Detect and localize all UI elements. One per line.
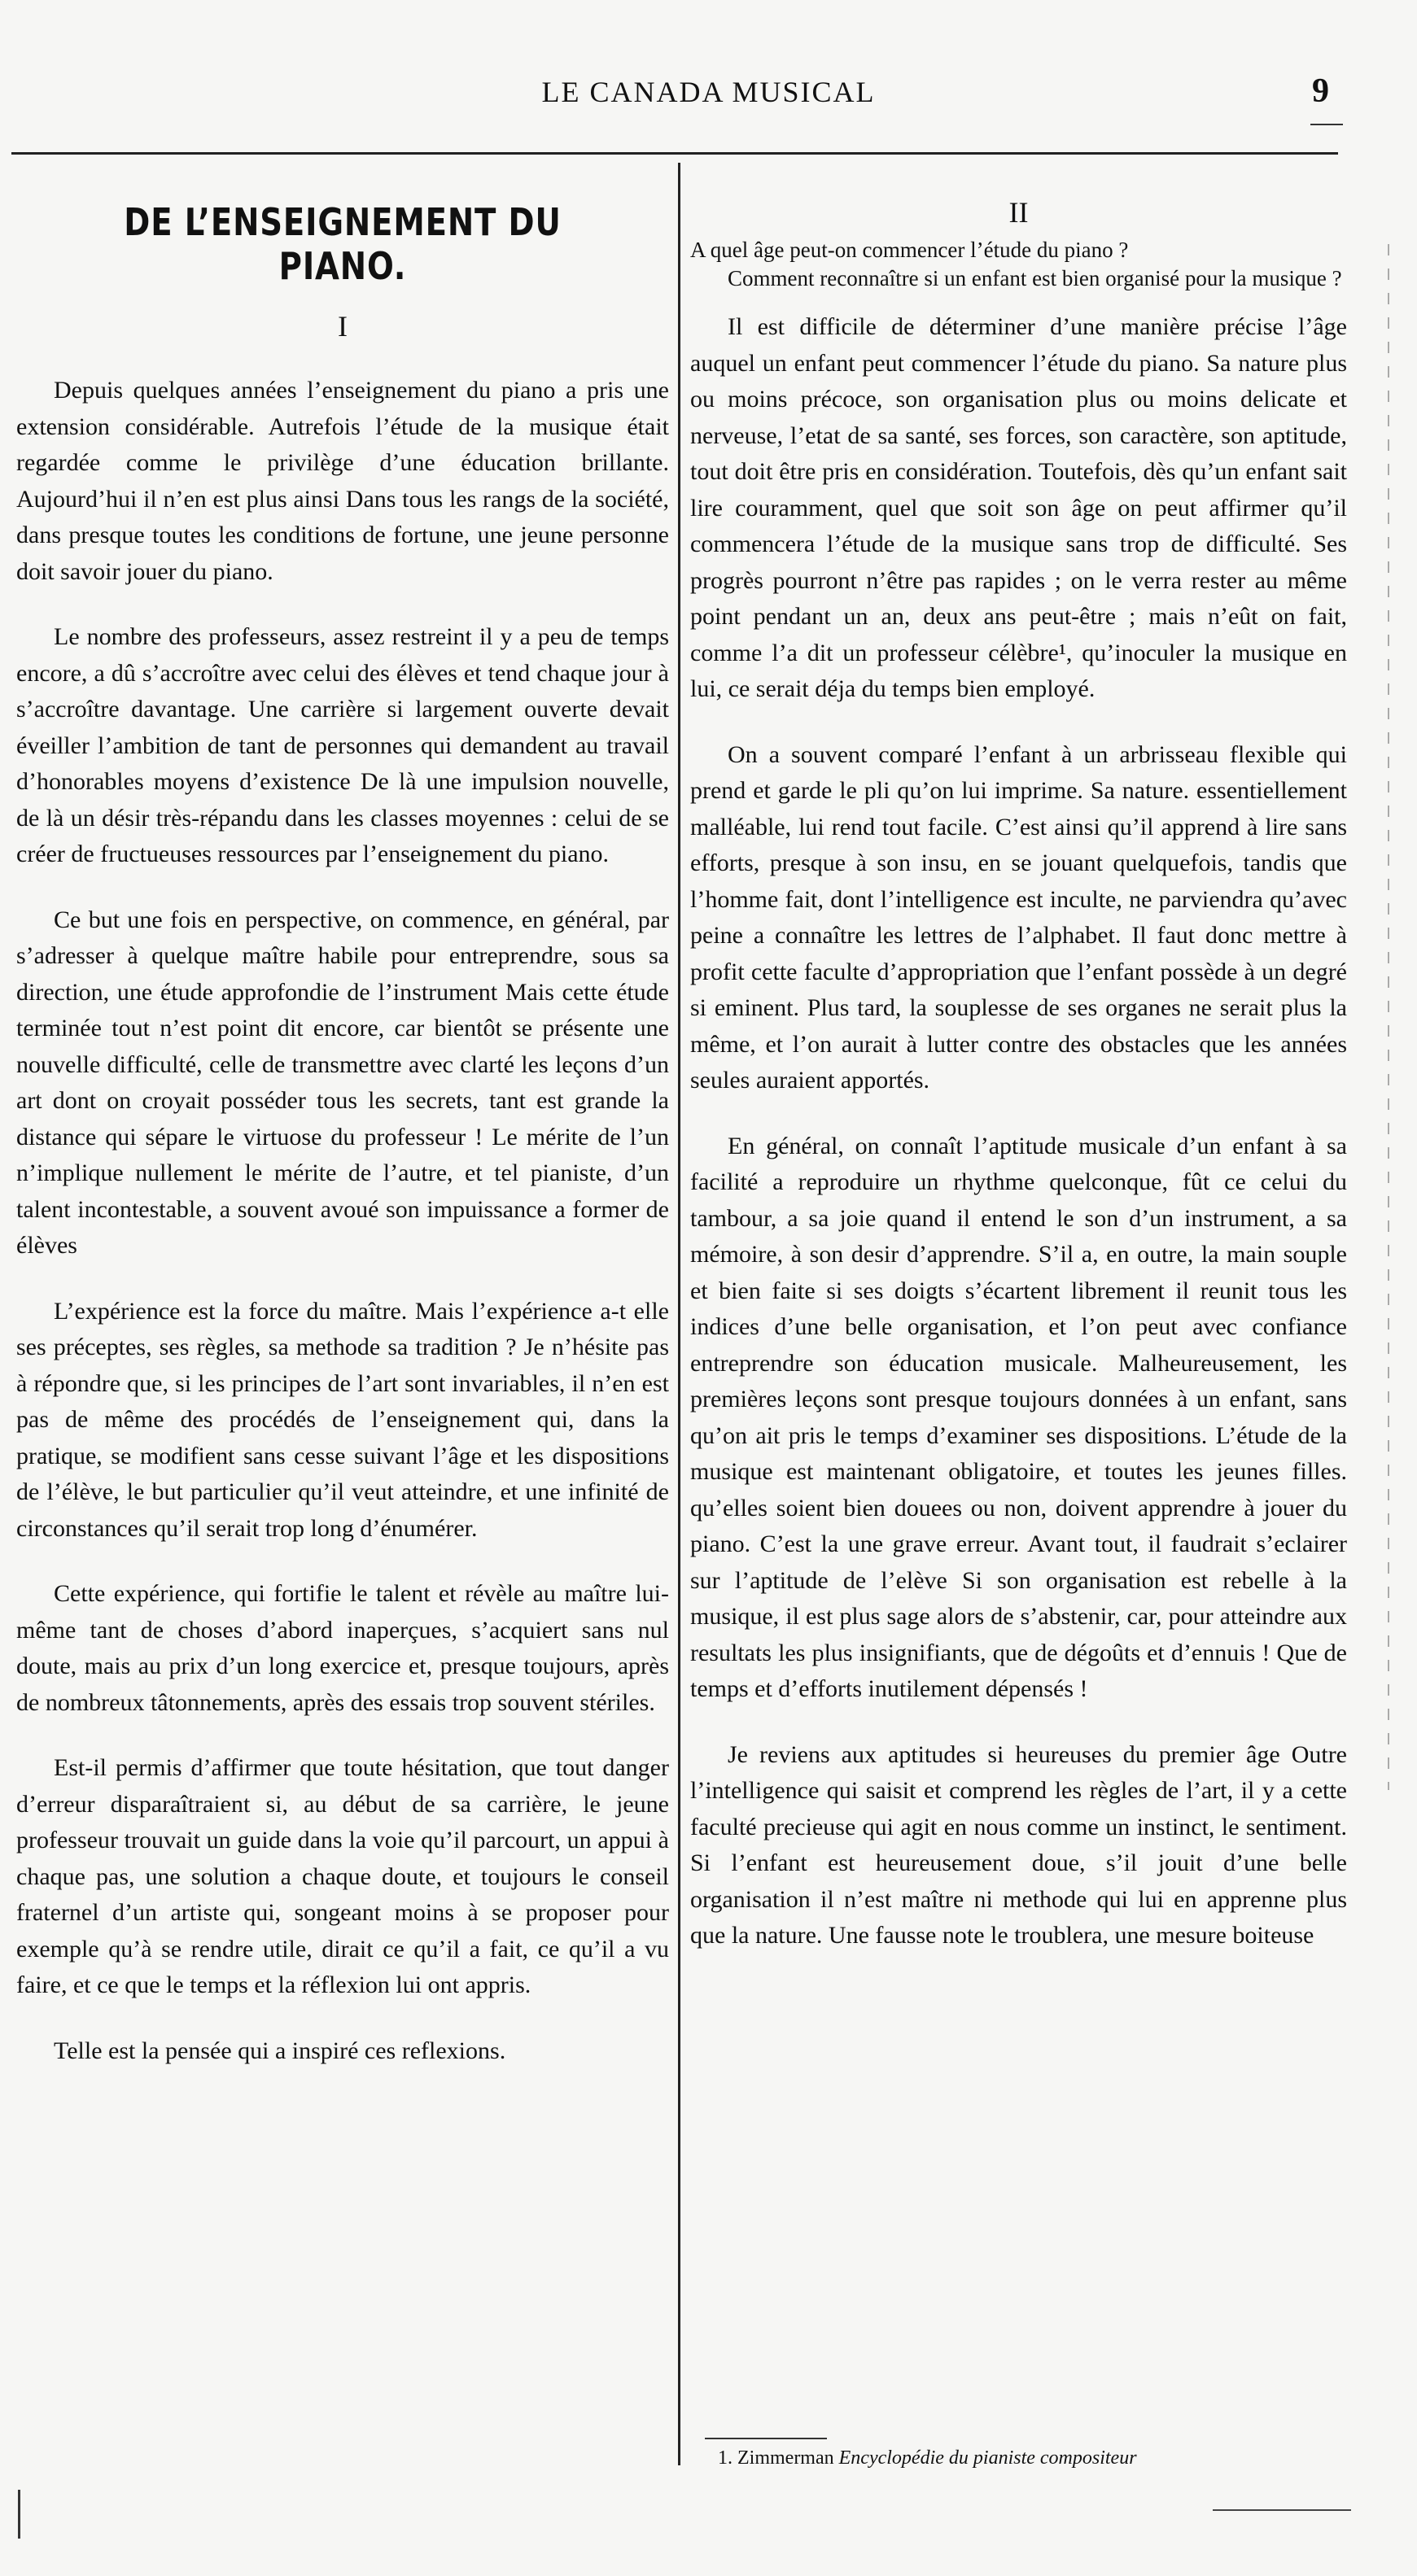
- paragraph: En général, on connaît l’aptitude musicale d’un enfant à sa facilité a reproduire un rhythme quelconque, fût ce celui du tambour, a sa joie quand il entend le son d’un instrument, a sa mémoire, à son desir d’apprendre. S’il a, en outre, la main souple et bien faite si ses doigts s’écartent librement il reunit tous les indices d’une belle organisation, et l’on peut avec confiance entreprendre son éducation musicale. Malheureusement, les premières leçons sont presque toujours données à un enfant, sans qu’on ait pris le temps d’examiner ses dispositions. L’étude de la musique est maintenant obligatoire, et toutes les jeunes filles. qu’elles soient bien douees ou non, doivent apprendre à jouer du piano. C’est la une grave erreur. Avant tout, il faudrait s’eclairer sur l’aptitude de l’elève Si son organisation est rebelle à la musique, il est plus sage alors de s’abstenir, car, pour atteindre aux resultats les plus insignifiants, que de dégoûts et d’ennuis ! Que de temps et d’efforts inutilement dépensés !: [690, 1132, 1347, 1702]
- column-divider: [678, 163, 680, 2465]
- question-line: A quel âge peut-on commencer l’étude du piano ?: [690, 238, 1129, 262]
- section-numeral-1: I: [338, 310, 348, 343]
- paragraph: Il est difficile de déterminer d’une manière précise l’âge auquel un enfant peut commencer l’étude du piano. Sa nature plus ou moins précoce, son organisation plus ou moins delicate et nerveuse, l’etat de sa santé, ses forces, son caractère, son aptitude, tout doit être pris en considération. Toutefois, dès qu’un enfant sait lire couramment, quel que soit son âge on peut affirmer qu’il commencera l’étude de la musique sans trop de difficulté. Ses progrès pourront n’être pas rapides ; on le verra rester au même point pendant un an, deux ans peut-être ; mais n’eût on fait, comme l’a dit un professeur célèbre¹, qu’inoculer la musique en lui, ce serait déja du temps bien employé.: [690, 313, 1347, 702]
- journal-title: LE CANADA MUSICAL: [541, 76, 876, 108]
- paragraph: Le nombre des professeurs, assez restreint il y a peu de temps encore, a dû s’accroître avec celui des élèves et tend chaque jour à s’accroître davantage. Une carrière si largement ouverte devait éveiller l’ambition de tant de personnes qui demandent au travail d’honorables moyens d’existence De là une impulsion nouvelle, de là un désir très-répandu dans les classes moyennes : celui de se créer de fructueuses ressources par l’enseignement du piano.: [16, 623, 669, 867]
- paragraph: Depuis quelques années l’enseignement du piano a pris une extension considérable. Autrefois l’étude de la musique était regardée comme le privilège d’une éducation brillante. Aujourd’hui il n’en est plus ainsi Dans tous les rangs de la société, dans presque toutes les conditions de fortune, une jeune personne doit savoir jouer du piano.: [16, 377, 669, 585]
- paragraph: L’expérience est la force du maître. Mais l’expérience a-t elle ses préceptes, ses règles, sa methode sa tradition ? Je n’hésite pas à répondre que, si les principes de l’art sont invariables, il n’en est pas de même des procédés de l’enseignement qui, dans la pratique, se modifient sans cesse suivant l’âge et les dispositions de l’élève, le but particulier qu’il veut atteindre, et une infinité de circonstances qu’il serait trop long d’énumérer.: [16, 1297, 669, 1542]
- bottom-rule: [1213, 2509, 1351, 2511]
- section-numeral-2: II: [1008, 196, 1029, 229]
- paragraph: Telle est la pensée qui a inspiré ces reflexions.: [54, 2037, 506, 2064]
- paragraph: Cette expérience, qui fortifie le talent et révèle au maître lui-même tant de choses d’abord inaperçues, s’acquiert sans nul doute, mais au prix d’un long exercice et, presque toujours, après de nombreux tâtonnements, après des essais trop souvent stériles.: [16, 1580, 669, 1716]
- header-rule: [11, 152, 1338, 155]
- footnote-work: Encyclopédie du pianiste compositeur: [838, 2447, 1137, 2469]
- paragraph: Ce but une fois en perspective, on commence, en général, par s’adresser à quelque maître habile pour entreprendre, sous sa direction, une étude approfondie de l’instrument Mais cette étude terminée tout n’est point dit encore, car bientôt se présente une nouvelle difficulté, celle de transmettre avec clarté les leçons d’un art dont on croyait posséder tous les secrets, tant est grande la distance qui sépare le virtuose du professeur ! Le mérite de l’un n’implique nullement le mérite de l’autre, et tel pianiste, d’un talent incontestable, a souvent avoué son impuissance a former de élèves: [16, 906, 669, 1259]
- paragraph: Je reviens aux aptitudes si heureuses du premier âge Outre l’intelligence qui saisit et comprend les règles de l’art, il y a cette faculté precieuse qui agit en nous comme un instinct, le sentiment. Si l’enfant est heureusement doue, s’il jouit d’une belle organisation il n’est maître ni methode qui lui en apprenne plus que la nature. Une fausse note le troublera, une mesure boiteuse: [690, 1740, 1347, 1949]
- footnote: [718, 2447, 1137, 2469]
- page-header: [0, 72, 1417, 124]
- paragraph: On a souvent comparé l’enfant à un arbrisseau flexible qui prend et garde le pli qu’on lui imprime. Sa nature. essentiellement malléable, lui rend tout facile. C’est ainsi qu’il apprend à lire sans efforts, presque à son insu, en se jouant quelquefois, tandis que l’homme fait, dont l’intelligence est inculte, ne parviendra qu’avec peine a connaître les lettres de l’alphabet. Il faut donc mettre à profit cette faculte d’appropriation que l’enfant possède à un degré si eminent. Plus tard, la souplesse de ses organes ne serait plus la même, et l’on aurait à lutter contre des obstacles que les années seules auraient apportés.: [690, 740, 1347, 1094]
- footnote-author: Zimmerman: [737, 2447, 834, 2469]
- footnote-number: 1.: [718, 2447, 733, 2469]
- page-number: 9: [1312, 72, 1329, 110]
- question-line: Comment reconnaître si un enfant est bien organisé pour la musique ?: [728, 266, 1342, 290]
- paragraph: Est-il permis d’affirmer que toute hésitation, que tout danger d’erreur disparaîtraient si, au début de sa carrière, le jeune professeur trouvait un guide dans la voie qu’il parcourt, un appui à chaque pas, une solution a chaque doute, et toujours le conseil fraternel d’un artiste qui, songeant moins à se proposer pour exemple qu’à se rendre utile, dirait ce qu’il a fait, ce qu’il a vu faire, et ce que le temps et la réflexion lui ont appris.: [16, 1754, 669, 1998]
- margin-scan-mark: [1388, 244, 1389, 1790]
- margin-tick: [18, 2490, 20, 2539]
- section-question: [690, 236, 1347, 293]
- right-column: [690, 186, 1347, 1984]
- footnote-rule: [705, 2438, 827, 2439]
- left-column: [16, 186, 669, 2098]
- header-mark: [1310, 124, 1343, 125]
- article-title: DE L’ENSEIGNEMENT DU PIANO.: [124, 200, 562, 288]
